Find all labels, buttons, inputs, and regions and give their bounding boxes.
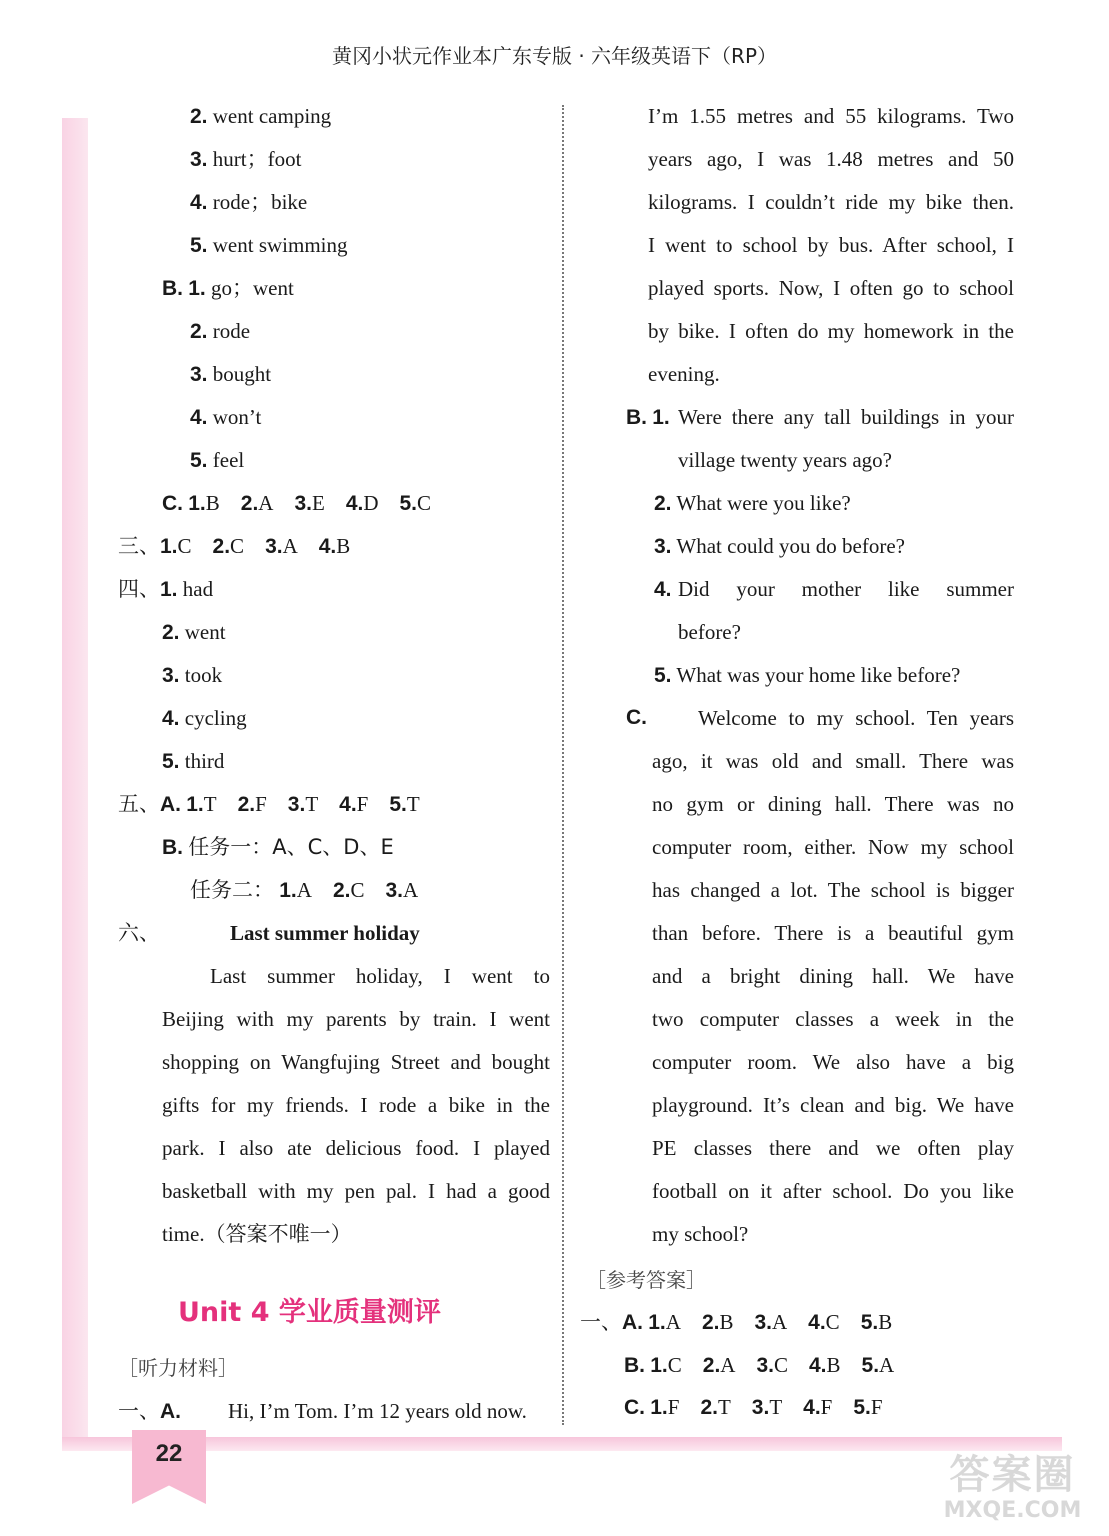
list-item: 2. What were you like? [654,491,851,515]
list-item: 4. cycling [162,706,247,730]
passage-line: PE classes there and we often play [652,1136,1014,1160]
answer-row: 任务二： 1.A 2.C 3.A [190,878,419,902]
answer-row: 五、A. 1.T 2.F 3.T 4.F 5.T [118,792,420,816]
passage-line: I’m 1.55 metres and 55 kilograms. Two [648,104,1014,128]
passage-line: has changed a lot. The school is bigger [652,878,1014,902]
list-item: B. 1. go；went [162,276,294,300]
list-item: 2. went [162,620,226,644]
section-label: C. [626,706,647,729]
answer-label: ［参考答案］ [586,1268,706,1292]
list-item: 3. What could you do before? [654,534,905,558]
passage-line: playground. It’s clean and big. We have [652,1093,1014,1117]
watermark-logo: 答案圈 [949,1452,1076,1498]
list-item: B. 1. [626,406,670,429]
column-divider [562,105,564,1425]
essay-line: shopping on Wangfujing Street and bought [162,1050,550,1074]
list-item: 2. went camping [190,104,332,128]
list-item: 5. What was your home like before? [654,663,961,687]
section-label: 六、 [118,921,160,945]
answer-row: C. 1.F 2.T 3.T 4.F 5.F [624,1395,883,1419]
page-number: 22 [155,1440,183,1467]
question-line: Did your mother like summer [678,577,1014,601]
list-item: 4. [654,578,672,601]
essay-line: gifts for my friends. I rode a bike in the [162,1093,550,1117]
listening-line: 一、A. [118,1399,181,1423]
essay-title: Last summer holiday [230,921,420,945]
question-line: village twenty years ago? [678,448,892,472]
left-margin-band [62,118,88,1438]
passage-line: by bike. I often do my homework in the [648,319,1014,343]
passage-line: than before. There is a beautiful gym [652,921,1014,945]
page-header: 黄冈小状元作业本广东专版 · 六年级英语下（RP） [331,44,778,68]
passage-line: evening. [648,362,720,386]
passage-line: played sports. Now, I often go to school [648,276,1014,300]
list-item: 5. went swimming [190,233,348,257]
question-line: Were there any tall buildings in your [678,405,1014,429]
passage-line: and a bright dining hall. We have [652,964,1014,988]
list-item: 3. bought [190,362,272,386]
listening-label: ［听力材料］ [118,1356,238,1380]
essay-line: park. I also ate delicious food. I played [162,1136,550,1160]
list-item: 3. took [162,663,223,687]
watermark-url: MXQE.COM [943,1498,1082,1523]
watermark [925,1452,1100,1532]
passage-line: my school? [652,1222,749,1246]
passage-line: Welcome to my school. Ten years [698,706,1014,730]
list-item: 3. hurt；foot [190,147,302,171]
essay-line: Beijing with my parents by train. I went [162,1007,550,1031]
essay-line: time.（答案不唯一） [162,1222,352,1246]
passage-line: computer room, either. Now my school [652,835,1014,859]
passage-line: I went to school by bus. After school, I [648,233,1014,257]
passage-line: ago, it was old and small. There was [652,749,1014,773]
essay-line: basketball with my pen pal. I had a good [162,1179,550,1203]
passage-line: two computer classes a week in the [652,1007,1014,1031]
bottom-band [62,1437,1062,1451]
list-item: 2. rode [190,319,251,343]
passage-line: kilograms. I couldn’t ride my bike then. [648,190,1014,214]
answer-row: 一、A. 1.A 2.B 3.A 4.C 5.B [580,1310,893,1334]
list-item: 4. won’t [190,405,262,429]
list-item: 四、1. had [118,577,214,601]
answer-row: 三、1.C 2.C 3.A 4.B [118,534,351,558]
essay-line: Last summer holiday, I went to [210,964,550,988]
list-item: 5. feel [190,448,245,472]
passage-line: years ago, I was 1.48 metres and 50 [648,147,1014,171]
answer-row: C. 1.B 2.A 3.E 4.D 5.C [162,491,432,515]
list-item: 4. rode；bike [190,190,308,214]
question-line: before? [678,620,741,644]
answer-row: B. 1.C 2.A 3.C 4.B 5.A [624,1353,895,1377]
listening-line: Hi, I’m Tom. I’m 12 years old now. [228,1399,527,1423]
answer-row: B. 任务一：A、C、D、E [162,835,394,859]
passage-line: computer room. We also have a big [652,1050,1014,1074]
unit-title: Unit 4 学业质量测评 [178,1297,441,1328]
passage-line: football on it after school. Do you like [652,1179,1014,1203]
passage-line: no gym or dining hall. There was no [652,792,1014,816]
list-item: 5. third [162,749,225,773]
